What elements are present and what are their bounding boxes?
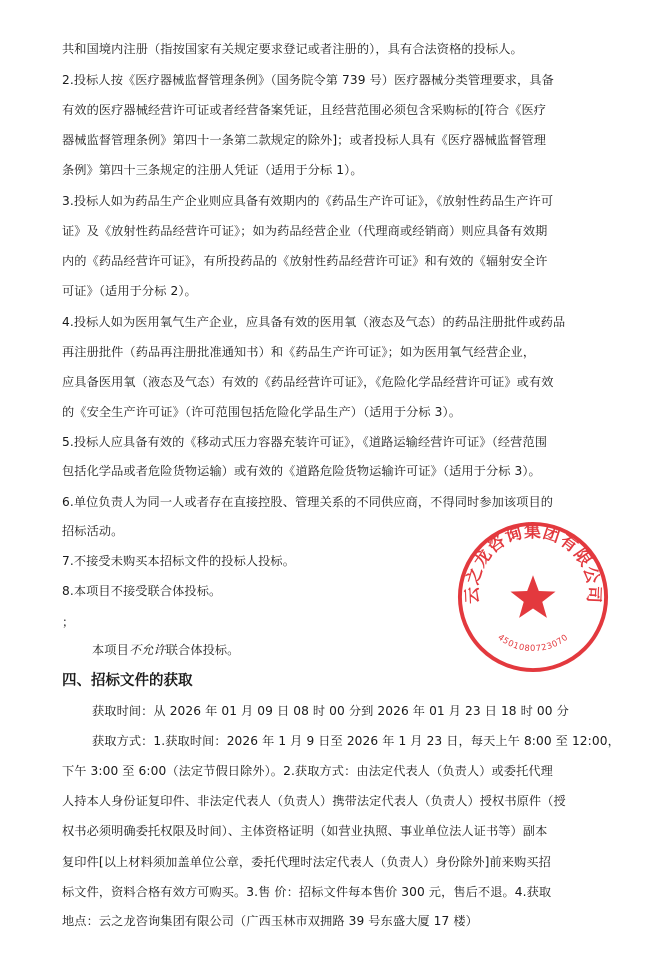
text-line: 4.投标人如为医用氧气生产企业，应具备有效的医用氧（液态及气态）的药品注册批件或药品	[62, 315, 566, 329]
text-line: 8.本项目不接受联合体投标。	[62, 584, 222, 598]
text-line: 复印件[以上材料须加盖单位公章，委托代理时法定代表人（负责人）身份除外]前来购买招	[62, 855, 551, 869]
text-line: 招标活动。	[62, 524, 124, 538]
consortium-italic: 不允许	[128, 643, 166, 657]
text-line: 可证》（适用于分标 2）。	[62, 284, 197, 298]
text-line: ；	[62, 615, 75, 629]
company-seal-stamp	[454, 518, 612, 676]
text-line: 内的《药品经营许可证》，有所投药品的《放射性药品经营许可证》和有效的《辐射安全许	[62, 254, 548, 268]
text-line: 6.单位负责人为同一人或者存在直接控股、管理关系的不同供应商，不得同时参加该项目的	[62, 495, 554, 509]
acquire-time-line: 获取时间：从 2026 年 01 月 09 日 08 时 00 分到 2026 年 01 月 23 日 18 时 00 分	[92, 704, 569, 718]
text-line: 有效的医疗器械经营许可证或者经营备案凭证，且经营范围必须包含采购标的[符合《医疗	[62, 103, 547, 117]
text-line: 7.不接受未购买本招标文件的投标人投标。	[62, 554, 296, 568]
seal-star-icon	[510, 575, 555, 618]
text-line: 人持本人身份证复印件、非法定代表人（负责人）携带法定代表人（负责人）授权书原件（授	[62, 794, 566, 808]
seal-code: 4501080723070	[496, 631, 570, 654]
text-line: 的《安全生产许可证》（许可范围包括危险化学品生产）（适用于分标 3）。	[62, 405, 462, 419]
section-heading: 四、招标文件的获取	[62, 673, 193, 689]
text-line: 3.投标人如为药品生产企业则应具备有效期内的《药品生产许可证》，《放射性药品生产许可	[62, 194, 554, 208]
text-line: 权书必须明确委托权限及时间）、主体资格证明（如营业执照、事业单位法人证书等）副本	[62, 824, 548, 838]
text-line: 应具备医用氧（液态及气态）有效的《药品经营许可证》，《危险化学品经营许可证》或有效	[62, 375, 554, 389]
consortium-prefix: 本项目	[92, 643, 129, 657]
text-line: 标文件，资料合格有效方可购买。3.售 价：招标文件每本售价 300 元，售后不退。4.获取	[62, 885, 552, 899]
consortium-suffix: 联合体投标。	[165, 643, 240, 657]
text-line: 再注册批件（药品再注册批准通知书）和《药品生产许可证》；如为医用氧气经营企业，	[62, 345, 536, 359]
text-line: 地点：云之龙咨询集团有限公司（广西玉林市双拥路 39 号东盛大厦 17 楼）	[62, 914, 478, 928]
text-line: 共和国境内注册（指按国家有关规定要求登记或者注册的），具有合法资格的投标人。	[62, 42, 523, 56]
text-line: 下午 3:00 至 6:00（法定节假日除外）。2.获取方式：由法定代表人（负责人）或委托代理	[62, 764, 553, 778]
seal-company-name: 云之龙咨询集团有限公司	[461, 520, 605, 605]
text-line: 包括化学品或者危险货物运输）或有效的《道路危险货物运输许可证》（适用于分标 3）。	[62, 464, 541, 478]
text-line: 2.投标人按《医疗器械监督管理条例》（国务院令第 739 号）医疗器械分类管理要求，具备	[62, 73, 554, 87]
text-line: 器械监督管理条例》第四十一条第二款规定的除外]；或者投标人具有《医疗器械监督管理	[62, 133, 547, 147]
text-line: 5.投标人应具备有效的《移动式压力容器充装许可证》，《道路运输经营许可证》（经营范围	[62, 435, 548, 449]
text-line: 证》及《放射性药品经营许可证》；如为药品经营企业（代理商或经销商）则应具备有效期	[62, 224, 548, 238]
text-line: 条例》第四十三条规定的注册人凭证（适用于分标 1）。	[62, 163, 363, 177]
acquire-method-line: 获取方式：1.获取时间：2026 年 1 月 9 日至 2026 年 1 月 23 日，每天上午 8:00 至 12:00，	[92, 734, 620, 748]
